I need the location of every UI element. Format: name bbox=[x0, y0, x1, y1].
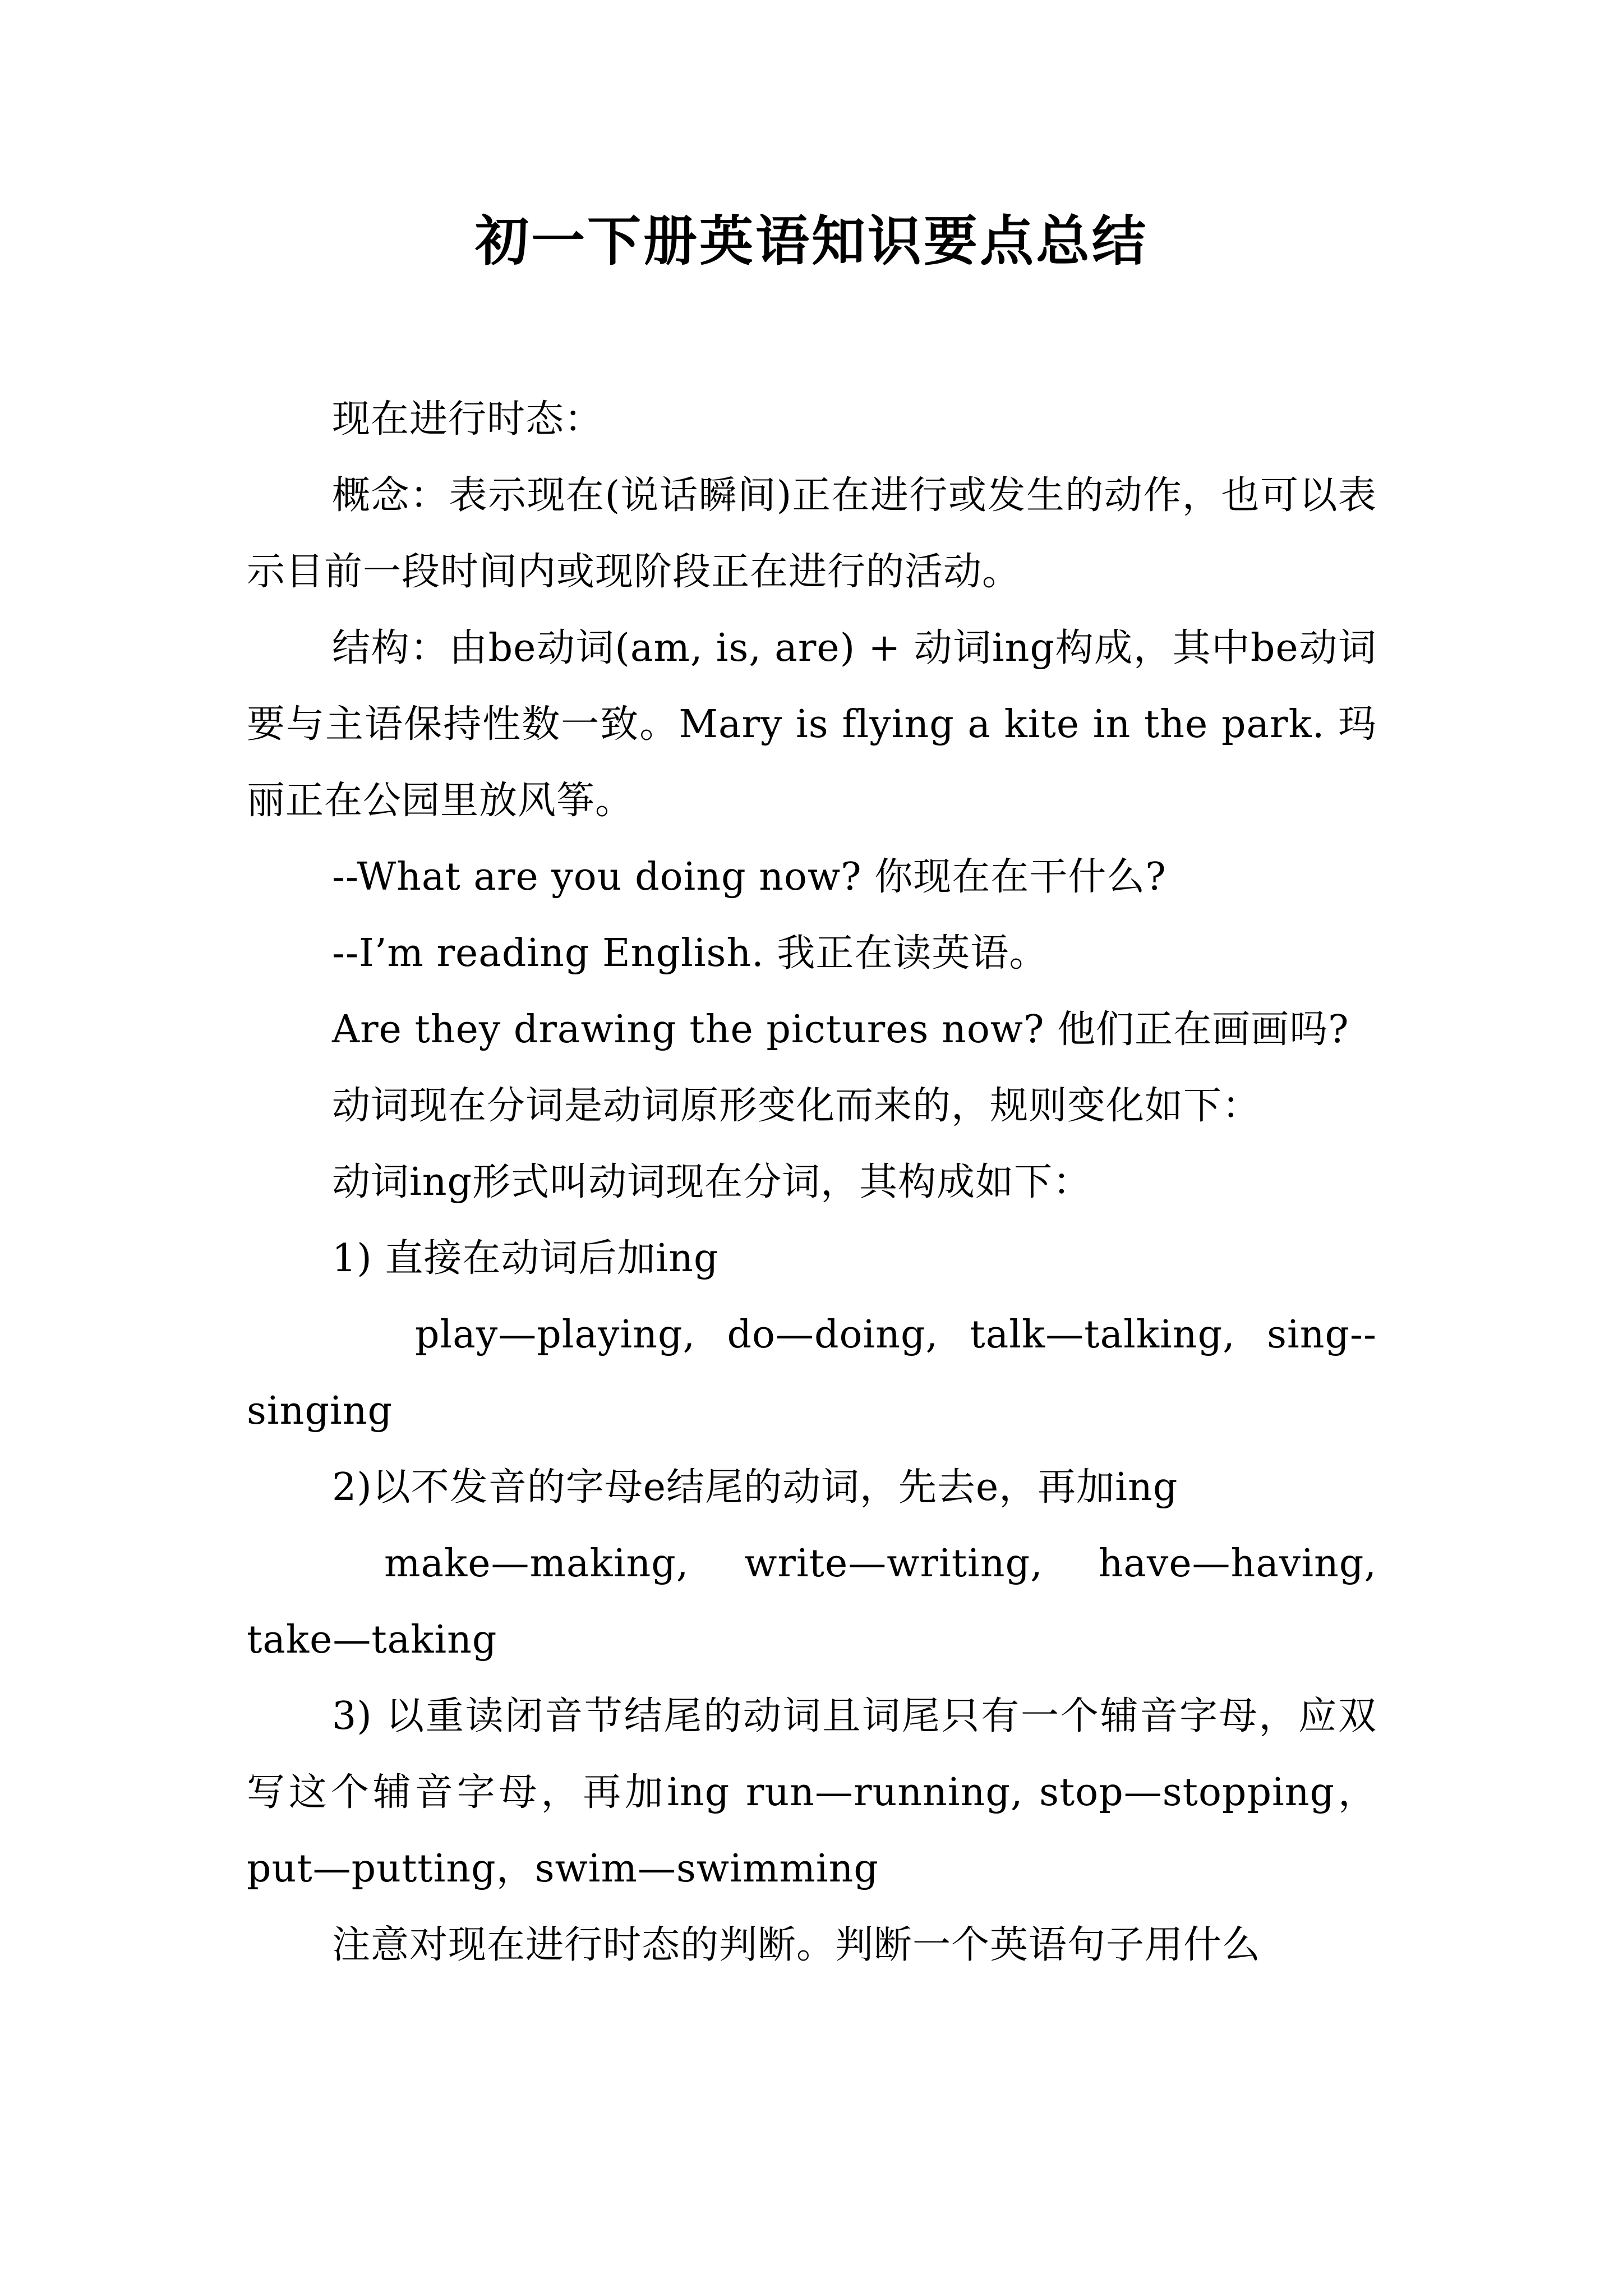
paragraph-structure: 结构：由be动词(am, is, are) + 动词ing构成，其中be动词要与主语保持性数一致。Mary is flying a kite in the park. 玛丽正在公园里放风筝。 bbox=[247, 626, 1377, 823]
paragraph-rule-1-examples: play—playing, do—doing, talk—talking, sing--singing bbox=[247, 1313, 1377, 1433]
paragraph-example-question: --What are you doing now? 你现在在干什么? bbox=[332, 855, 1166, 899]
paragraph-ing-form: 动词ing形式叫动词现在分词，其构成如下： bbox=[332, 1160, 1092, 1204]
paragraph-rule-1: 1) 直接在动词后加ing bbox=[332, 1236, 719, 1281]
paragraph-rule-2-examples: make—making, write—writing, have—having, take—taking bbox=[247, 1542, 1377, 1662]
paragraph-rule-3: 3) 以重读闭音节结尾的动词且词尾只有一个辅音字母，应双写这个辅音字母，再加ing run—running, stop—stopping，put—putting，swim—swimming bbox=[247, 1694, 1377, 1891]
paragraph-example-drawing: Are they drawing the pictures now? 他们正在画画吗? bbox=[332, 1007, 1349, 1052]
paragraph-rule-2: 2)以不发音的字母e结尾的动词，先去e，再加ing bbox=[332, 1465, 1178, 1510]
paragraph-heading-present-progressive: 现在进行时态： bbox=[332, 397, 603, 441]
document-body bbox=[247, 381, 1377, 1984]
document-title: 初一下册英语知识要点总结 bbox=[475, 209, 1148, 273]
paragraph-example-answer: --I’m reading English. 我正在读英语。 bbox=[332, 931, 1048, 976]
paragraph-participle-rule: 动词现在分词是动词原形变化而来的，规则变化如下： bbox=[332, 1084, 1261, 1128]
paragraph-concept: 概念：表示现在(说话瞬间)正在进行或发生的动作，也可以表示目前一段时间内或现阶段正在进行的活动。 bbox=[247, 473, 1377, 594]
paragraph-judgement-note: 注意对现在进行时态的判断。判断一个英语句子用什么 bbox=[332, 1923, 1261, 1967]
